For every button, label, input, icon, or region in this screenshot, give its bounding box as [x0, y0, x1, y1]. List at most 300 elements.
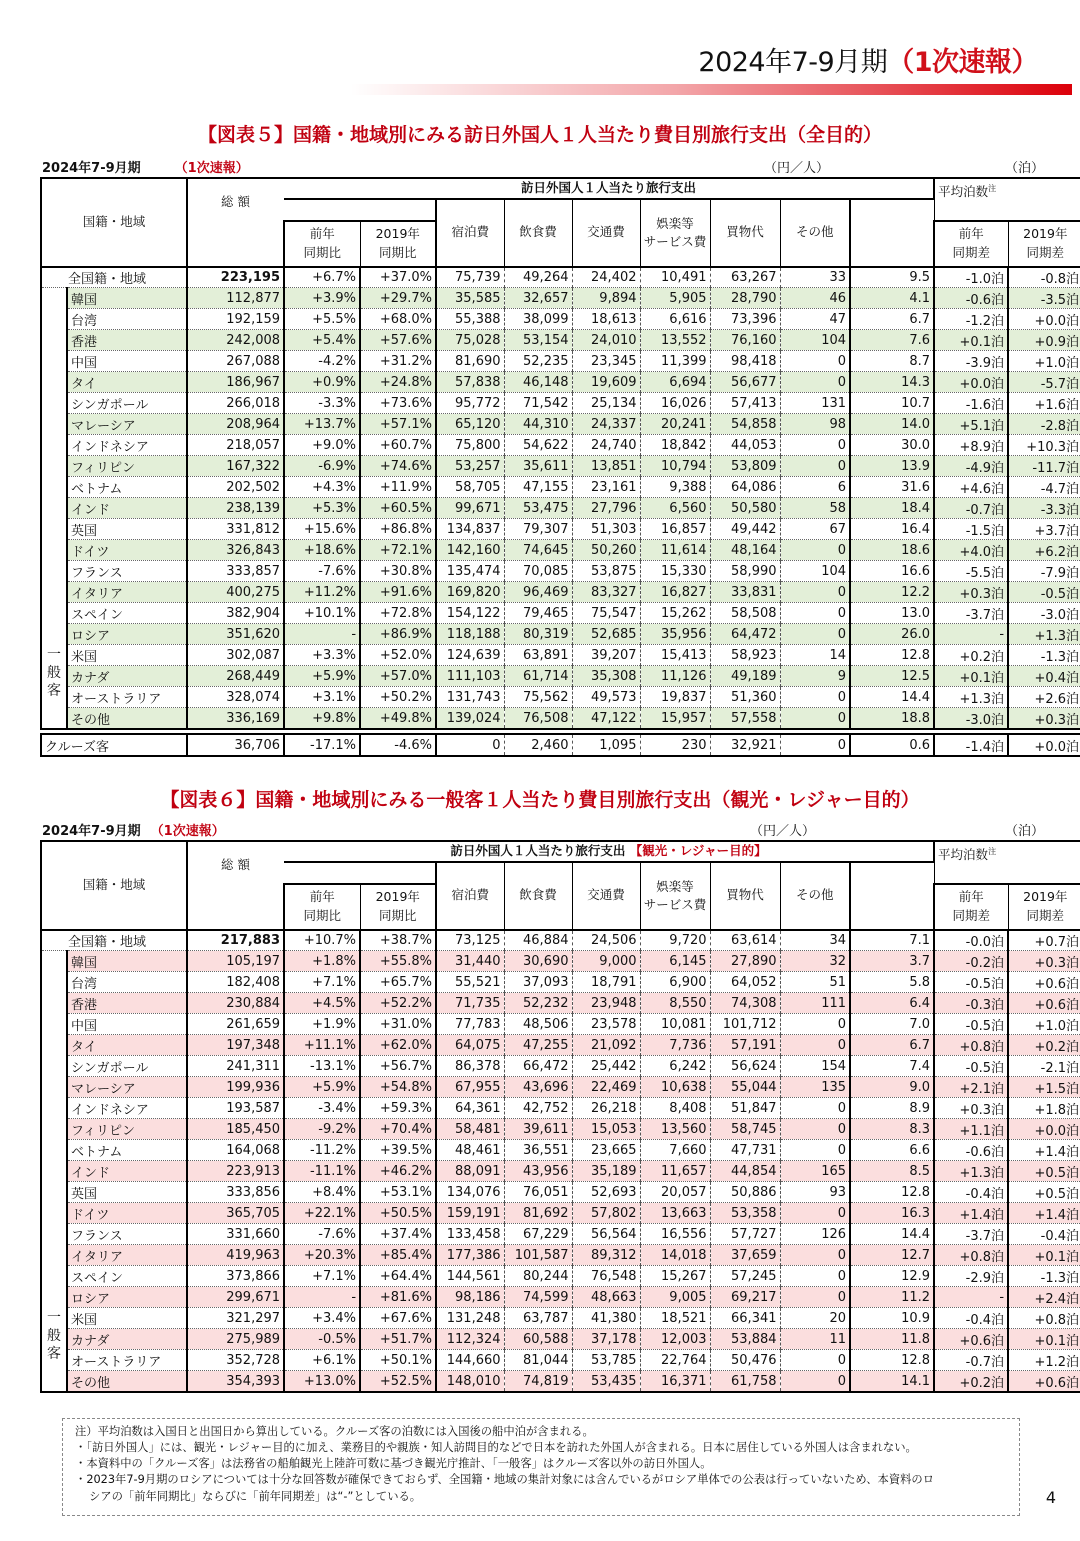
food-cell: 74,819	[504, 1371, 572, 1392]
shopping-cell: 58,923	[710, 645, 780, 666]
table-row	[41, 582, 1080, 603]
avg-nights-label: 平均泊数	[938, 184, 989, 200]
entertainment-cell: 18,842	[640, 435, 710, 456]
entertainment-cell: 15,262	[640, 603, 710, 624]
avg-nights-cell: 6.6	[850, 1140, 934, 1161]
header-yoy: 前年 同期比	[284, 884, 360, 930]
nights-yoy-cell: -5.5泊	[934, 561, 1008, 582]
accommodation-cell: 95,772	[436, 393, 504, 414]
nights-2019-cell: +1.8泊	[1008, 1098, 1080, 1119]
other-cell: 0	[780, 603, 850, 624]
entertainment-cell: 10,081	[640, 1014, 710, 1035]
header-avg-nights	[934, 178, 1080, 221]
shopping-cell: 57,413	[710, 393, 780, 414]
other-cell: 126	[780, 1224, 850, 1245]
country-cell: 全国籍・地域	[41, 930, 187, 951]
nights-2019-cell: +2.4泊	[1008, 1287, 1080, 1308]
table-row	[41, 414, 1080, 435]
other-cell: 32	[780, 951, 850, 972]
nights-2019-cell: +10.3泊	[1008, 435, 1080, 456]
food-cell: 79,465	[504, 603, 572, 624]
entertainment-cell: 6,900	[640, 972, 710, 993]
country-cell: マレーシア	[67, 414, 187, 435]
table-row	[41, 540, 1080, 561]
table-row	[41, 1371, 1080, 1392]
note-bullet: ・ 「訪日外国人」には、観光・レジャー目的に加え、業務目的や親族・知人訪問目的などで日本を訪れた外国人が含まれる。日本に居住している外国人は含まれない。	[75, 1440, 1007, 1456]
accommodation-cell: 65,120	[436, 414, 504, 435]
food-cell: 37,093	[504, 972, 572, 993]
vs2019-cell: +73.6%	[360, 393, 436, 414]
accommodation-cell: 134,837	[436, 519, 504, 540]
yoy-cell: +10.7%	[284, 930, 360, 951]
food-cell: 70,085	[504, 561, 572, 582]
cruise-label: クルーズ客	[41, 734, 187, 756]
yoy-cell: +0.9%	[284, 372, 360, 393]
food-cell: 46,148	[504, 372, 572, 393]
food-cell: 42,752	[504, 1098, 572, 1119]
nights-2019-cell: -3.3泊	[1008, 498, 1080, 519]
avg-nights-cell: 8.7	[850, 351, 934, 372]
transport-cell: 21,092	[572, 1035, 640, 1056]
header-transport: 交通費	[572, 199, 640, 267]
transport-cell: 76,548	[572, 1266, 640, 1287]
entertainment-cell: 10,794	[640, 456, 710, 477]
header-total: 総 額	[187, 178, 284, 267]
shopping-cell: 47,731	[710, 1140, 780, 1161]
nights-yoy-cell: +0.8泊	[934, 1035, 1008, 1056]
nights-2019-cell: +0.3泊	[1008, 951, 1080, 972]
transport-cell: 23,161	[572, 477, 640, 498]
yoy-cell: +7.1%	[284, 972, 360, 993]
food-cell: 44,310	[504, 414, 572, 435]
nights-2019-cell: +1.5泊	[1008, 1077, 1080, 1098]
yoy-cell: +5.4%	[284, 330, 360, 351]
shopping-cell: 64,052	[710, 972, 780, 993]
transport-cell: 75,547	[572, 603, 640, 624]
nights-2019-cell: +0.0泊	[1008, 734, 1080, 756]
food-cell: 79,307	[504, 519, 572, 540]
total-cell: 186,967	[187, 372, 284, 393]
nights-yoy-cell: +0.1泊	[934, 330, 1008, 351]
yoy-cell: -7.6%	[284, 1224, 360, 1245]
header-vs2019: 2019年 同期比	[360, 221, 436, 267]
other-cell: 6	[780, 477, 850, 498]
nights-yoy-cell: -0.0泊	[934, 930, 1008, 951]
country-cell: タイ	[67, 372, 187, 393]
avg-nights-cell: 13.0	[850, 603, 934, 624]
table5-unit-nights: （泊）	[1004, 161, 1044, 176]
accommodation-cell: 35,585	[436, 288, 504, 309]
food-cell: 74,645	[504, 540, 572, 561]
country-cell: ベトナム	[67, 477, 187, 498]
avg-nights-cell: 8.9	[850, 1098, 934, 1119]
nights-yoy-cell: +0.0泊	[934, 372, 1008, 393]
header-yoy: 前年 同期比	[284, 221, 360, 267]
shopping-cell: 63,614	[710, 930, 780, 951]
food-cell: 76,508	[504, 708, 572, 729]
page-number: 4	[1045, 1488, 1056, 1507]
vs2019-cell: +30.8%	[360, 561, 436, 582]
other-cell: 0	[780, 1350, 850, 1371]
country-cell: オーストラリア	[67, 1350, 187, 1371]
entertainment-cell: 16,371	[640, 1371, 710, 1392]
other-cell: 104	[780, 561, 850, 582]
total-cell: 208,964	[187, 414, 284, 435]
food-cell: 63,787	[504, 1308, 572, 1329]
country-cell: 韓国	[67, 288, 187, 309]
nights-yoy-cell: -2.9泊	[934, 1266, 1008, 1287]
other-cell: 165	[780, 1161, 850, 1182]
transport-cell: 18,613	[572, 309, 640, 330]
table-row	[41, 645, 1080, 666]
nights-yoy-cell: +0.2泊	[934, 645, 1008, 666]
total-cell: 373,866	[187, 1266, 284, 1287]
total-cell: 354,393	[187, 1371, 284, 1392]
accommodation-cell: 139,024	[436, 708, 504, 729]
table-row	[41, 1245, 1080, 1266]
entertainment-cell: 16,857	[640, 519, 710, 540]
total-cell: 261,659	[187, 1014, 284, 1035]
shopping-cell: 57,191	[710, 1035, 780, 1056]
yoy-cell: +11.2%	[284, 582, 360, 603]
nights-2019-cell: -1.3泊	[1008, 645, 1080, 666]
accommodation-cell: 86,378	[436, 1056, 504, 1077]
accommodation-cell: 142,160	[436, 540, 504, 561]
yoy-cell: -	[284, 624, 360, 645]
total-cell: 400,275	[187, 582, 284, 603]
notes-box	[62, 1418, 1020, 1516]
other-cell: 0	[780, 456, 850, 477]
total-cell: 351,620	[187, 624, 284, 645]
accommodation-cell: 55,388	[436, 309, 504, 330]
table-row	[41, 498, 1080, 519]
header-accent-bar	[350, 84, 1072, 95]
accommodation-cell: 118,188	[436, 624, 504, 645]
other-cell: 0	[780, 1245, 850, 1266]
nights-yoy-cell: +8.9泊	[934, 435, 1008, 456]
nights-2019-cell: -5.7泊	[1008, 372, 1080, 393]
table6-unit-nights: （泊）	[1004, 824, 1044, 839]
country-cell: インドネシア	[67, 1098, 187, 1119]
yoy-cell: +20.3%	[284, 1245, 360, 1266]
shopping-cell: 49,189	[710, 666, 780, 687]
table-row	[41, 930, 1080, 951]
shopping-cell: 61,758	[710, 1371, 780, 1392]
header-accommodation: 宿泊費	[436, 862, 504, 930]
header-country: 国籍・地域	[41, 178, 187, 267]
accommodation-cell: 88,091	[436, 1161, 504, 1182]
food-cell: 38,099	[504, 309, 572, 330]
accommodation-cell: 131,743	[436, 687, 504, 708]
yoy-cell: +9.0%	[284, 435, 360, 456]
food-cell: 53,154	[504, 330, 572, 351]
nights-2019-cell: +1.0泊	[1008, 351, 1080, 372]
food-cell: 49,264	[504, 267, 572, 288]
food-cell: 36,551	[504, 1140, 572, 1161]
period-header-tag: （1次速報）	[887, 47, 1038, 78]
other-cell: 0	[780, 1266, 850, 1287]
entertainment-cell: 9,388	[640, 477, 710, 498]
entertainment-cell: 13,552	[640, 330, 710, 351]
transport-cell: 25,442	[572, 1056, 640, 1077]
transport-cell: 24,506	[572, 930, 640, 951]
note-bullet-continued: シアの「前年同期比」ならびに「前年同期差」は“-”としている。	[89, 1489, 422, 1503]
vs2019-cell: +74.6%	[360, 456, 436, 477]
entertainment-cell: 10,638	[640, 1077, 710, 1098]
entertainment-cell: 19,837	[640, 687, 710, 708]
shopping-cell: 48,164	[710, 540, 780, 561]
avg-nights-cell: 0.6	[850, 734, 934, 756]
other-cell: 0	[780, 1140, 850, 1161]
yoy-cell: +3.3%	[284, 645, 360, 666]
accommodation-cell: 75,028	[436, 330, 504, 351]
total-cell: 197,348	[187, 1035, 284, 1056]
nights-yoy-cell: -0.5泊	[934, 1056, 1008, 1077]
nights-yoy-cell: -0.4泊	[934, 1182, 1008, 1203]
table5-period: 2024年7-9月期	[42, 161, 141, 176]
table-row	[41, 1182, 1080, 1203]
nights-yoy-cell: +4.6泊	[934, 477, 1008, 498]
other-cell: 135	[780, 1077, 850, 1098]
transport-cell: 53,875	[572, 561, 640, 582]
table6-period: 2024年7-9月期	[42, 824, 141, 839]
accommodation-cell: 58,481	[436, 1119, 504, 1140]
table-row	[41, 288, 1080, 309]
other-cell: 0	[780, 540, 850, 561]
shopping-cell: 56,677	[710, 372, 780, 393]
nights-yoy-cell: +1.3泊	[934, 1161, 1008, 1182]
avg-nights-cell: 31.6	[850, 477, 934, 498]
entertainment-cell: 6,145	[640, 951, 710, 972]
table-row	[41, 435, 1080, 456]
nights-yoy-cell: -	[934, 624, 1008, 645]
table-row	[41, 351, 1080, 372]
vs2019-cell: +37.4%	[360, 1224, 436, 1245]
table6	[40, 840, 1080, 1393]
shopping-cell: 74,308	[710, 993, 780, 1014]
accommodation-cell: 134,076	[436, 1182, 504, 1203]
country-cell: 中国	[67, 351, 187, 372]
transport-cell: 9,894	[572, 288, 640, 309]
table-row	[41, 456, 1080, 477]
shopping-cell: 64,472	[710, 624, 780, 645]
cruise-row	[41, 734, 1080, 756]
entertainment-cell: 11,126	[640, 666, 710, 687]
nights-2019-cell: +0.6泊	[1008, 993, 1080, 1014]
table6-title: 【図表６】国籍・地域別にみる一般客１人当たり費目別旅行支出（観光・レジャー目的）	[160, 789, 920, 811]
shopping-cell: 76,160	[710, 330, 780, 351]
yoy-cell: -3.4%	[284, 1098, 360, 1119]
transport-cell: 1,095	[572, 734, 640, 756]
accommodation-cell: 159,191	[436, 1203, 504, 1224]
country-cell: ロシア	[67, 1287, 187, 1308]
yoy-cell: +11.1%	[284, 1035, 360, 1056]
entertainment-cell: 230	[640, 734, 710, 756]
nights-2019-cell: -0.8泊	[1008, 267, 1080, 288]
total-cell: 185,450	[187, 1119, 284, 1140]
avg-nights-cell: 8.5	[850, 1161, 934, 1182]
table6-subhead	[42, 820, 1044, 838]
total-cell: 105,197	[187, 951, 284, 972]
avg-nights-cell: 7.0	[850, 1014, 934, 1035]
header-shopping: 買物代	[710, 199, 780, 267]
vs2019-cell: +56.7%	[360, 1056, 436, 1077]
other-cell: 0	[780, 1287, 850, 1308]
avg-nights-cell: 14.4	[850, 687, 934, 708]
transport-cell: 23,578	[572, 1014, 640, 1035]
header-nights-yoy: 前年 同期差	[934, 221, 1008, 267]
country-cell: フィリピン	[67, 1119, 187, 1140]
nights-yoy-cell: -0.7泊	[934, 498, 1008, 519]
nights-yoy-cell: +1.1泊	[934, 1119, 1008, 1140]
nights-2019-cell: -3.5泊	[1008, 288, 1080, 309]
total-cell: 202,502	[187, 477, 284, 498]
yoy-cell: +22.1%	[284, 1203, 360, 1224]
avg-nights-cell: 18.8	[850, 708, 934, 729]
transport-cell: 83,327	[572, 582, 640, 603]
vs2019-cell: +64.4%	[360, 1266, 436, 1287]
avg-nights-cell: 30.0	[850, 435, 934, 456]
food-cell: 81,692	[504, 1203, 572, 1224]
entertainment-cell: 11,399	[640, 351, 710, 372]
transport-cell: 51,303	[572, 519, 640, 540]
shopping-cell: 27,890	[710, 951, 780, 972]
yoy-cell: +8.4%	[284, 1182, 360, 1203]
food-cell: 54,622	[504, 435, 572, 456]
nights-2019-cell: +0.5泊	[1008, 1182, 1080, 1203]
shopping-cell: 66,341	[710, 1308, 780, 1329]
food-cell: 61,714	[504, 666, 572, 687]
total-cell: 223,195	[187, 267, 284, 288]
other-cell: 131	[780, 393, 850, 414]
country-cell: シンガポール	[67, 1056, 187, 1077]
table-row	[41, 372, 1080, 393]
vs2019-cell: +37.0%	[360, 267, 436, 288]
avg-nights-cell: 12.8	[850, 1350, 934, 1371]
accommodation-cell: 81,690	[436, 351, 504, 372]
nights-2019-cell: -0.5泊	[1008, 582, 1080, 603]
nights-2019-cell: +1.3泊	[1008, 624, 1080, 645]
table-row	[41, 1035, 1080, 1056]
yoy-cell: -	[284, 1287, 360, 1308]
transport-cell: 50,260	[572, 540, 640, 561]
other-cell: 0	[780, 687, 850, 708]
vs2019-cell: +31.2%	[360, 351, 436, 372]
vs2019-cell: +59.3%	[360, 1098, 436, 1119]
nights-2019-cell: -1.3泊	[1008, 1266, 1080, 1287]
avg-nights-cell: 6.7	[850, 1035, 934, 1056]
other-cell: 34	[780, 930, 850, 951]
food-cell: 66,472	[504, 1056, 572, 1077]
entertainment-cell: 6,616	[640, 309, 710, 330]
accommodation-cell: 73,125	[436, 930, 504, 951]
avg-nights-cell: 9.5	[850, 267, 934, 288]
accommodation-cell: 77,783	[436, 1014, 504, 1035]
total-cell: 365,705	[187, 1203, 284, 1224]
accommodation-cell: 53,257	[436, 456, 504, 477]
nights-2019-cell: -3.0泊	[1008, 603, 1080, 624]
nights-2019-cell: -7.9泊	[1008, 561, 1080, 582]
header-spending-group	[284, 178, 934, 199]
table5-cruise-row	[40, 733, 1080, 757]
total-cell: 266,018	[187, 393, 284, 414]
table-row	[41, 1119, 1080, 1140]
yoy-cell: -11.2%	[284, 1140, 360, 1161]
yoy-cell: +18.6%	[284, 540, 360, 561]
food-cell: 32,657	[504, 288, 572, 309]
avg-nights-cell: 14.4	[850, 1224, 934, 1245]
transport-cell: 39,207	[572, 645, 640, 666]
entertainment-cell: 15,957	[640, 708, 710, 729]
shopping-cell: 57,727	[710, 1224, 780, 1245]
transport-cell: 19,609	[572, 372, 640, 393]
country-cell: 台湾	[67, 309, 187, 330]
food-cell: 60,588	[504, 1329, 572, 1350]
country-cell: フランス	[67, 1224, 187, 1245]
avg-nights-cell: 16.3	[850, 1203, 934, 1224]
other-cell: 0	[780, 351, 850, 372]
shopping-cell: 101,712	[710, 1014, 780, 1035]
transport-cell: 25,134	[572, 393, 640, 414]
total-cell: 241,311	[187, 1056, 284, 1077]
country-cell: フランス	[67, 561, 187, 582]
table-row	[41, 309, 1080, 330]
other-cell: 0	[780, 1014, 850, 1035]
vs2019-cell: +72.1%	[360, 540, 436, 561]
table-row	[41, 1140, 1080, 1161]
header-avg-nights	[934, 841, 1080, 884]
nights-2019-cell: -0.4泊	[1008, 1224, 1080, 1245]
vs2019-cell: +57.1%	[360, 414, 436, 435]
other-cell: 46	[780, 288, 850, 309]
entertainment-cell: 7,736	[640, 1035, 710, 1056]
entertainment-cell: 6,694	[640, 372, 710, 393]
spending-group-label: 訪日外国人１人当たり旅行支出	[450, 843, 626, 858]
accommodation-cell: 124,639	[436, 645, 504, 666]
entertainment-cell: 18,521	[640, 1308, 710, 1329]
nights-2019-cell: -2.8泊	[1008, 414, 1080, 435]
accommodation-cell: 98,186	[436, 1287, 504, 1308]
transport-cell: 53,435	[572, 1371, 640, 1392]
table-row	[41, 603, 1080, 624]
total-cell: 321,297	[187, 1308, 284, 1329]
food-cell: 76,051	[504, 1182, 572, 1203]
table-row	[41, 1350, 1080, 1371]
yoy-cell: +9.8%	[284, 708, 360, 729]
yoy-cell: -9.2%	[284, 1119, 360, 1140]
transport-cell: 89,312	[572, 1245, 640, 1266]
transport-cell: 47,122	[572, 708, 640, 729]
transport-cell: 24,402	[572, 267, 640, 288]
table5-prelim: （1次速報）	[174, 161, 249, 176]
transport-cell: 56,564	[572, 1224, 640, 1245]
vs2019-cell: +72.8%	[360, 603, 436, 624]
table-row	[41, 1161, 1080, 1182]
note-bullet: ・ 2023年7-9月期のロシアについては十分な回答数が確保できておらず、全国籍・地域の集計対象には含んでいるがロシア単体での公表は行っていないため、本資料のロ	[75, 1472, 1007, 1488]
avg-nights-cell: 18.6	[850, 540, 934, 561]
total-cell: 268,449	[187, 666, 284, 687]
yoy-cell: +5.9%	[284, 666, 360, 687]
avg-nights-cell: 5.8	[850, 972, 934, 993]
total-cell: 167,322	[187, 456, 284, 477]
food-cell: 43,956	[504, 1161, 572, 1182]
country-cell: 中国	[67, 1014, 187, 1035]
total-cell: 223,913	[187, 1161, 284, 1182]
nights-yoy-cell: -0.7泊	[934, 1350, 1008, 1371]
total-cell: 193,587	[187, 1098, 284, 1119]
avg-nights-cell: 12.8	[850, 645, 934, 666]
avg-nights-cell: 13.9	[850, 456, 934, 477]
